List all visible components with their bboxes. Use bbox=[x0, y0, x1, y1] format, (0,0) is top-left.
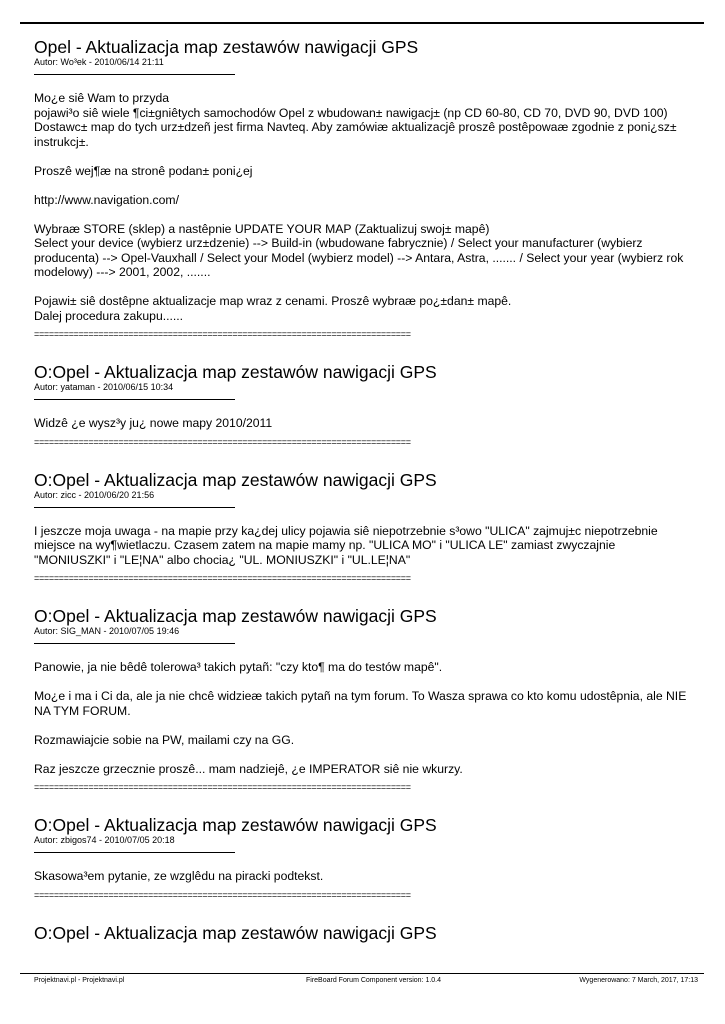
post-paragraph: Mo¿e siê Wam to przyda pojawi³o siê wiele ¶ci±gniêtych samochodów Opel z wbudowan± nawigacj± (np CD 60-80, CD 70, DVD 90, DVD 100) Dostawc± map do tych urz±dzeñ jest firma Navteq. Aby zamówiæ aktualizacjê proszê postêpowaæ zgodnie z poni¿sz± instrukcj±. bbox=[34, 91, 677, 149]
post-paragraph: Raz jeszcze grzecznie proszê... mam nadziejê, ¿e IMPERATOR siê nie wkurzy. bbox=[34, 761, 463, 776]
post bbox=[34, 38, 694, 363]
post-paragraph: Wybraæ STORE (sklep) a nastêpnie UPDATE YOUR MAP (Zaktualizuj swoj± mapê) Select your device (wybierz urz±dzenie) --> Build-in (wbudowane fabrycznie) / Select your manufacturer (wybierz producenta) --> Opel-Vauxhall / Select your Model (wybierz model) --> Antara, Astra, ....... / Select your year (wybierz rok modelowy) ---> 2001, 2002, ....... bbox=[34, 221, 684, 279]
post-paragraph: Rozmawiajcie sobie na PW, mailami czy na GG. bbox=[34, 732, 295, 747]
post-author-meta: Autor: yataman - 2010/06/15 10:34 bbox=[34, 382, 174, 392]
post-title: O:Opel - Aktualizacja map zestawów nawigacji GPS bbox=[34, 469, 437, 490]
post-spacer bbox=[34, 447, 694, 471]
post-paragraph: Proszê wej¶æ na stronê podan± poni¿ej bbox=[34, 163, 253, 178]
post-header-rule bbox=[34, 399, 235, 400]
post bbox=[34, 471, 694, 608]
post-spacer bbox=[34, 583, 694, 607]
post-body bbox=[34, 91, 694, 323]
footer-rule bbox=[20, 973, 704, 974]
footer-component: FireBoard Forum Component version: 1.0.4 bbox=[306, 977, 442, 984]
post-paragraph: http://www.navigation.com/ bbox=[34, 192, 179, 207]
post-separator: ============================================================================ bbox=[34, 889, 411, 900]
post-spacer bbox=[34, 792, 694, 816]
post-separator: ============================================================================ bbox=[34, 329, 411, 339]
post-header-rule bbox=[34, 852, 235, 853]
post-author-meta: Autor: Wo³ek - 2010/06/14 21:11 bbox=[34, 57, 164, 67]
post-body bbox=[34, 416, 694, 431]
post-paragraph: I jeszcze moja uwaga - na mapie przy ka¿dej ulicy pojawia siê niepotrzebnie s³owo "ULICA" zajmuj±c niepotrzebnie miejsce na wy¶wietlaczu. Czasem zatem na mapie mamy np. "ULICA MO" i "ULICA LE" zamiast zwyczajnie "MONIUSZKI" i "LE¦NA" albo chocia¿ "UL. MONIUSZKI" i "UL.LE¦NA" bbox=[34, 523, 658, 567]
post-title: O:Opel - Aktualizacja map zestawów nawigacji GPS bbox=[34, 362, 437, 382]
post-body bbox=[34, 524, 694, 568]
post-paragraph: Mo¿e i ma i Ci da, ale ja nie chcê widzieæ takich pytañ na tym forum. To Wasza sprawa co kto komu udostêpnia, ale NIE NA TYM FORUM. bbox=[34, 689, 687, 718]
post-spacer bbox=[34, 900, 694, 924]
post-header-rule bbox=[34, 643, 235, 644]
post-title: O:Opel - Aktualizacja map zestawów nawigacji GPS bbox=[34, 922, 437, 943]
post-title: O:Opel - Aktualizacja map zestawów nawigacji GPS bbox=[34, 606, 437, 626]
post bbox=[34, 816, 694, 924]
post-title: Opel - Aktualizacja map zestawów nawigacji GPS bbox=[34, 37, 419, 57]
post bbox=[34, 607, 694, 816]
post-body bbox=[34, 660, 694, 776]
post-separator: ============================================================================ bbox=[34, 573, 411, 583]
post-paragraph: Widzê ¿e wysz³y ju¿ nowe mapy 2010/2011 bbox=[34, 416, 273, 430]
post-paragraph: Pojawi± siê dostêpne aktualizacje map wraz z cenami. Proszê wybraæ po¿±dan± mapê. Dalej procedura zakupu...... bbox=[34, 294, 512, 323]
forum-thread bbox=[34, 38, 694, 943]
post-author-meta: Autor: zicc - 2010/06/20 21:56 bbox=[34, 489, 155, 500]
post-separator: ============================================================================ bbox=[34, 436, 411, 447]
post-spacer bbox=[34, 339, 694, 363]
post-paragraph: Panowie, ja nie bêdê tolerowa³ takich pytañ: "czy kto¶ ma do testów mapê". bbox=[34, 660, 443, 674]
post-title: O:Opel - Aktualizacja map zestawów nawigacji GPS bbox=[34, 815, 437, 835]
post-body bbox=[34, 869, 694, 884]
post-author-meta: Autor: SIG_MAN - 2010/07/05 19:46 bbox=[34, 626, 180, 636]
posts-list bbox=[34, 38, 694, 924]
post-separator: ============================================================================ bbox=[34, 782, 411, 792]
footer-site: Projektnavi.pl - Projektnavi.pl bbox=[34, 977, 125, 984]
post-header-rule bbox=[34, 507, 235, 508]
post-paragraph: Skasowa³em pytanie, ze wzglêdu na piracki podtekst. bbox=[34, 869, 324, 883]
post-author-meta: Autor: zbigos74 - 2010/07/05 20:18 bbox=[34, 835, 175, 845]
footer-generated: Wygenerowano: 7 March, 2017, 17:13 bbox=[579, 977, 698, 984]
page-top-rule bbox=[20, 22, 704, 24]
post-header-rule bbox=[34, 74, 235, 75]
post bbox=[34, 363, 694, 471]
post-partial bbox=[34, 924, 694, 943]
